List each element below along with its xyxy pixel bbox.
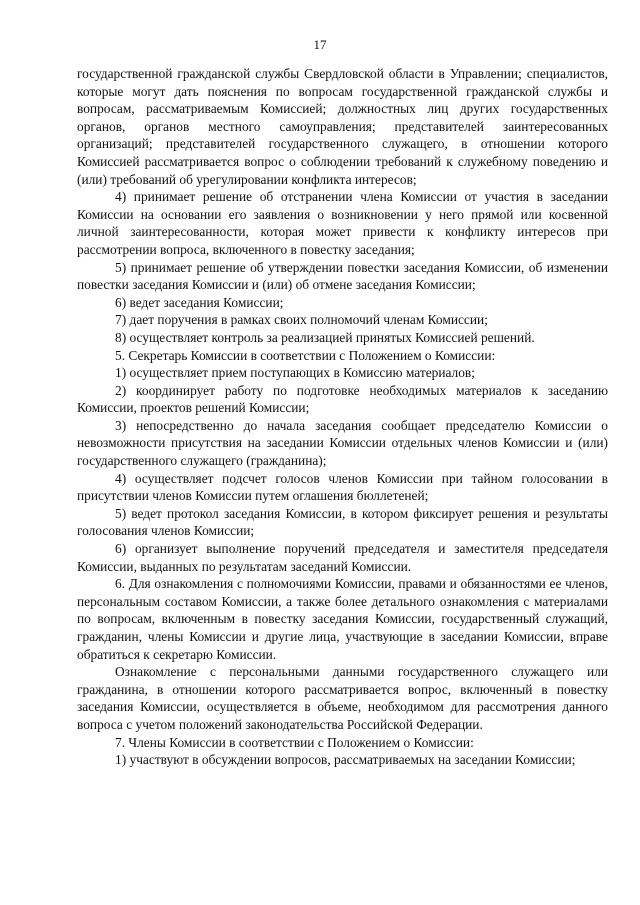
paragraph-members-item-1: 1) участвуют в обсуждении вопросов, рассматриваемых на заседании Комиссии; bbox=[115, 752, 576, 768]
document-body bbox=[77, 65, 608, 769]
paragraph-secretary-item-1: 1) осуществляет прием поступающих в Комиссию материалов; bbox=[115, 365, 475, 381]
paragraph-secretary-item-6: 6) организует выполнение поручений председателя и заместителя председателя Комиссии, выданных по результатам заседаний Комиссии. bbox=[77, 541, 608, 574]
paragraph-section-6-familiarization: 6. Для ознакомления с полномочиями Комиссии, правами и обязанностями ее членов, персональным составом Комиссии, а также более детального ознакомления с материалами по вопросам, включенным в повестку заседания Комиссии, государственный служащий, гражданин, члены Комиссии и другие лица, участвующие в заседании Комиссии, вправе обратиться к секретарю Комиссии. bbox=[77, 576, 608, 662]
paragraph-secretary-item-3: 3) непосредственно до начала заседания сообщает председателю Комиссии о невозможности присутствия на заседании Комиссии отдельных членов Комиссии и (или) государственного служащего (гражданина); bbox=[77, 417, 608, 469]
page-number: 17 bbox=[313, 37, 327, 52]
paragraph-continuation: государственной гражданской службы Свердловской области в Управлении; специалистов, которые могут дать пояснения по вопросам государственной гражданской службы и вопросам, рассматриваемым Комиссией; должностных лиц других государственных органов, органов местного самоуправления; представителей заинтересованных организаций; представителей государственного служащего, в отношении которого Комиссией рассматривается вопрос о соблюдении требований к служебному поведению и (или) требований об урегулировании конфликта интересов; bbox=[77, 66, 608, 187]
paragraph-item-7-instructions: 7) дает поручения в рамках своих полномочий членам Комиссии; bbox=[115, 312, 488, 328]
paragraph-item-4-recusal: 4) принимает решение об отстранении члена Комиссии от участия в заседании Комиссии на основании его заявления о возникновении у него прямой или косвенной личной заинтересованности, которая может привести к конфликту интересов при рассмотрении вопроса, включенного в повестку заседания; bbox=[77, 189, 608, 257]
paragraph-secretary-item-4: 4) осуществляет подсчет голосов членов Комиссии при тайном голосовании в присутствии членов Комиссии путем оглашения бюллетеней; bbox=[77, 470, 608, 504]
paragraph-secretary-item-2: 2) координирует работу по подготовке необходимых материалов к заседанию Комиссии, проектов решений Комиссии; bbox=[77, 382, 608, 416]
paragraph-item-6-meetings: 6) ведет заседания Комиссии; bbox=[115, 294, 284, 310]
paragraph-section-5-secretary: 5. Секретарь Комиссии в соответствии с Положением о Комиссии: bbox=[115, 347, 496, 363]
paragraph-personal-data: Ознакомление с персональными данными государственного служащего или гражданина, в отношении которого рассматривается вопрос, включенный в повестку заседания Комиссии, осуществляется в объеме, необходимом для рассмотрения данного вопроса с учетом положений законодательства Российской Федерации. bbox=[77, 664, 608, 732]
paragraph-item-5-agenda: 5) принимает решение об утверждении повестки заседания Комиссии, об изменении повестки заседания Комиссии и (или) об отмене заседания Комиссии; bbox=[77, 259, 608, 293]
paragraph-item-8-control: 8) осуществляет контроль за реализацией принятых Комиссией решений. bbox=[115, 329, 535, 345]
paragraph-section-7-members: 7. Члены Комиссии в соответствии с Положением о Комиссии: bbox=[115, 734, 474, 750]
paragraph-secretary-item-5: 5) ведет протокол заседания Комиссии, в котором фиксирует решения и результаты голосования членов Комиссии; bbox=[77, 505, 608, 539]
